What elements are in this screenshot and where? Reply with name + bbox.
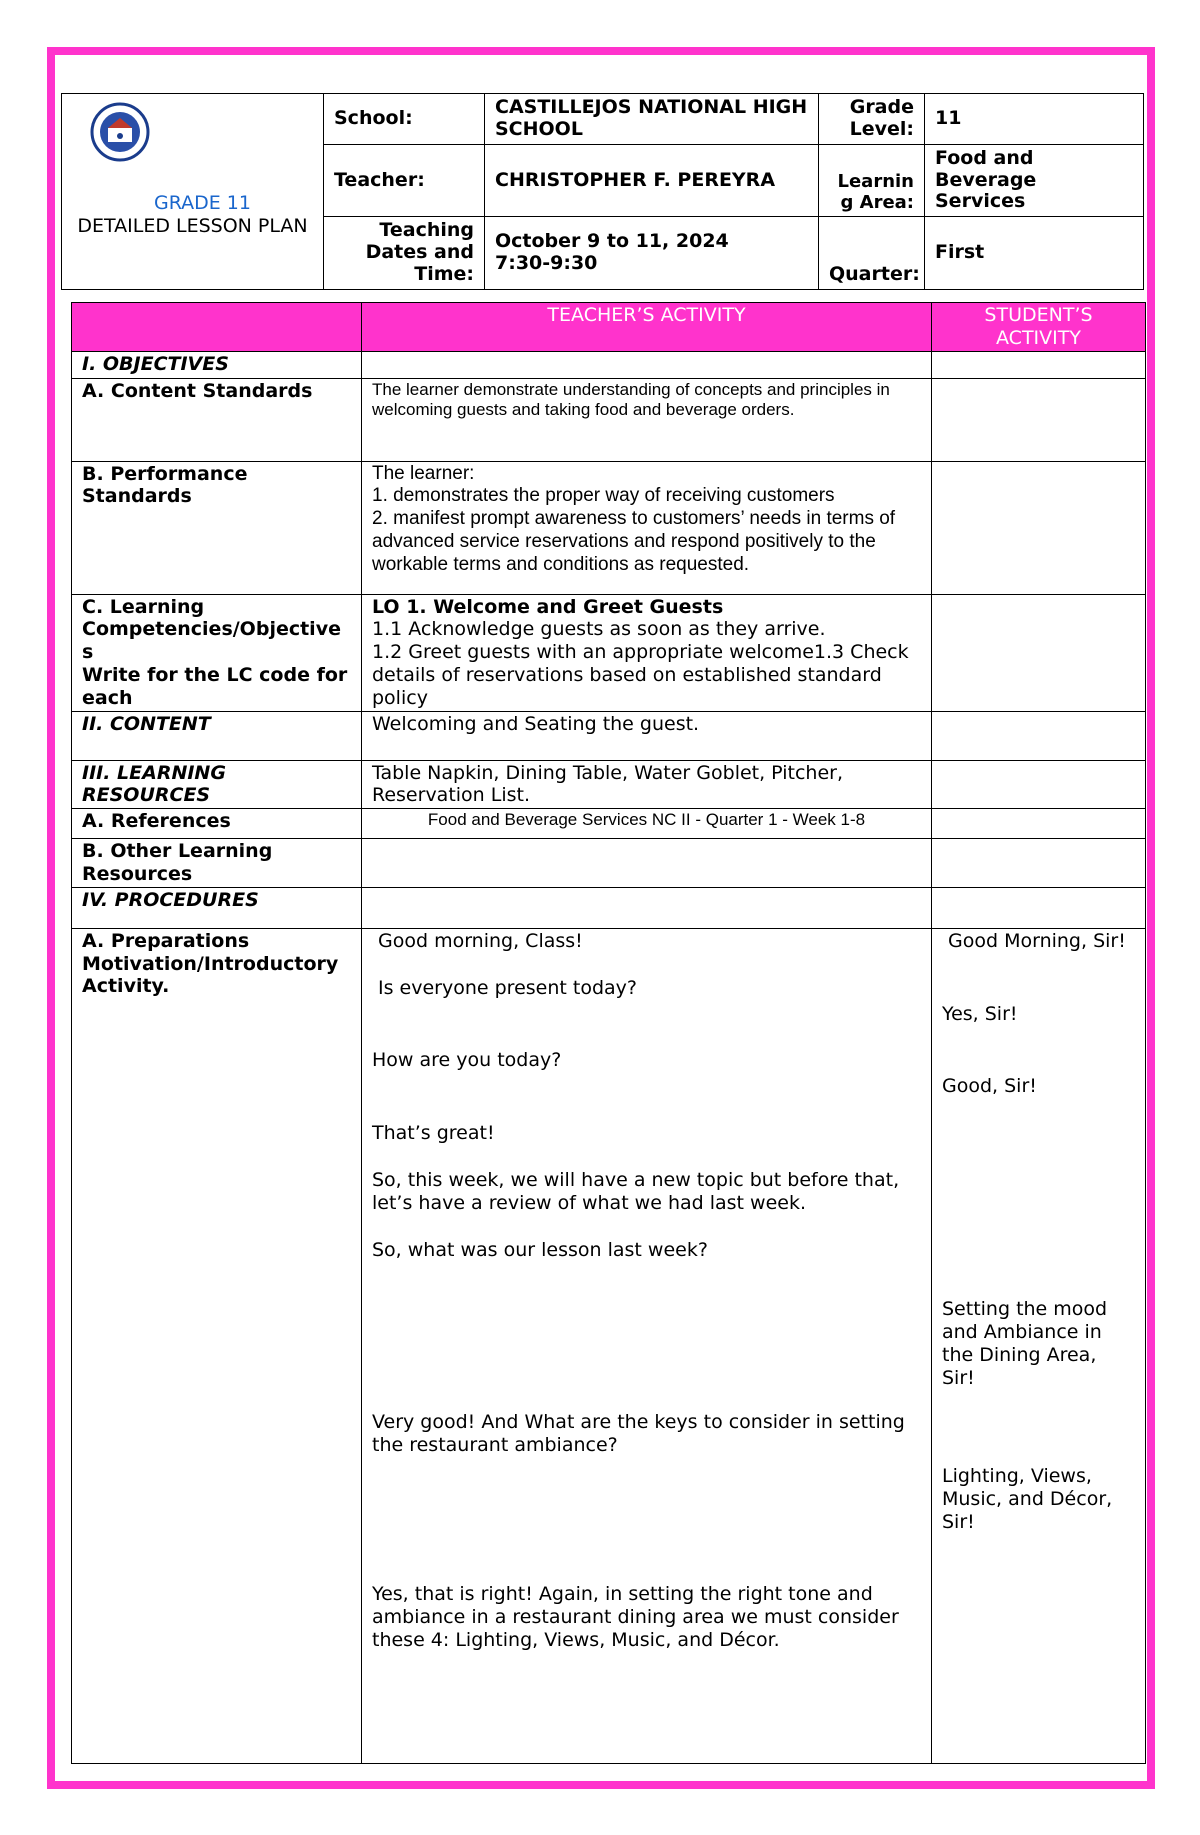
- performance-intro: The learner:: [372, 462, 475, 484]
- competencies-cell: [72, 594, 362, 711]
- quarter-label: Quarter:: [819, 217, 925, 290]
- lo-item-2: 1.2 Greet guests with an appropriate welcome1.3 Check details of reservations based on established standard policy: [372, 641, 909, 709]
- performance-item-1: 1. demonstrates the proper way of receiving customers: [372, 485, 835, 507]
- teacher-line-7: Very good! And What are the keys to consider in setting the restaurant ambiance?: [372, 1411, 905, 1457]
- logo-cell: [62, 94, 324, 290]
- quarter-value: First: [925, 217, 1144, 290]
- lo-title: LO 1. Welcome and Greet Guests: [372, 595, 724, 618]
- references-label: A. References: [72, 809, 362, 839]
- content-value: Welcoming and Seating the guest.: [362, 711, 932, 760]
- teacher-line-5: So, this week, we will have a new topic but before that, let’s have a review of what we had last week.: [372, 1168, 900, 1214]
- performance-item-2: 2. manifest prompt awareness to customers’ needs in terms of advanced service reservations and respond positively to the workable terms and conditions as requested.: [372, 508, 896, 575]
- student-line-2: Yes, Sir!: [942, 1002, 1018, 1025]
- teacher-line-3: How are you today?: [372, 1049, 562, 1072]
- school-value: CASTILLEJOS NATIONAL HIGH SCHOOL: [485, 94, 819, 145]
- deped-seal-icon: [90, 102, 150, 162]
- teacher-line-6: So, what was our lesson last week?: [372, 1238, 708, 1261]
- lc-code-note: Write for the LC code for each: [82, 663, 348, 709]
- competencies-label: C. Learning Competencies/Objective s: [82, 595, 341, 664]
- performance-standards-cell: [362, 461, 932, 594]
- plan-title: DETAILED LESSON PLAN: [77, 214, 308, 237]
- grade-level-label: Grade Level:: [819, 94, 925, 145]
- competencies-content: [362, 594, 932, 711]
- references-value: Food and Beverage Services NC II - Quarter 1 - Week 1-8: [362, 809, 932, 839]
- dates-cell: [485, 217, 819, 290]
- lo-item-1: 1.1 Acknowledge guests as soon as they arrive.: [372, 618, 826, 641]
- preparations-label: A. Preparations Motivation/Introductory Activity.: [72, 928, 362, 1763]
- performance-standards-label: B. Performance Standards: [72, 461, 362, 594]
- teacher-activity-header: TEACHER’S ACTIVITY: [362, 303, 932, 352]
- grade-level-value: 11: [925, 94, 1144, 145]
- teacher-dialogue: [362, 928, 932, 1763]
- teacher-line-8: Yes, that is right! Again, in setting the right tone and ambiance in a restaurant dining area we must consider these 4: Lighting, Views, Music, and Décor.: [372, 1582, 899, 1651]
- lesson-body-table: [71, 302, 1146, 1764]
- learning-resources-value: Table Napkin, Dining Table, Water Goblet, Pitcher, Reservation List.: [362, 760, 932, 809]
- content-label: II. CONTENT: [72, 711, 362, 760]
- grade-label: GRADE 11: [153, 192, 251, 215]
- student-activity-header: STUDENT’S ACTIVITY: [932, 303, 1146, 352]
- content-standards-text: The learner demonstrate understanding of concepts and principles in welcoming guests and taking food and beverage orders.: [362, 378, 932, 461]
- teacher-line-1: Good morning, Class!: [378, 929, 583, 952]
- student-line-5: Lighting, Views, Music, and Décor, Sir!: [942, 1465, 1113, 1533]
- student-dialogue: [932, 928, 1146, 1763]
- student-line-4: Setting the mood and Ambiance in the Dining Area, Sir!: [942, 1298, 1108, 1389]
- school-label: School:: [324, 94, 485, 145]
- student-line-3: Good, Sir!: [942, 1075, 1037, 1098]
- other-resources-label: B. Other Learning Resources: [72, 839, 362, 888]
- objectives-label: I. OBJECTIVES: [72, 351, 362, 378]
- dates-value: October 9 to 11, 2024: [495, 230, 729, 253]
- header-blank: [72, 303, 362, 352]
- teacher-line-2: Is everyone present today?: [378, 976, 637, 999]
- student-line-1: Good Morning, Sir!: [948, 929, 1126, 952]
- procedures-label: IV. PROCEDURES: [72, 887, 362, 928]
- teacher-line-4: That’s great!: [372, 1122, 495, 1145]
- content-standards-label: A. Content Standards: [72, 378, 362, 461]
- lesson-header-table: [61, 93, 1144, 290]
- dates-label: Teaching Dates and Time:: [324, 217, 485, 290]
- learning-area-label: Learnin g Area:: [819, 144, 925, 217]
- learning-resources-label: III. LEARNING RESOURCES: [72, 760, 362, 809]
- learning-area-value: Food and Beverage Services: [925, 144, 1144, 217]
- time-value: 7:30-9:30: [495, 251, 598, 274]
- teacher-label: Teacher:: [324, 144, 485, 217]
- teacher-value: CHRISTOPHER F. PEREYRA: [485, 144, 819, 217]
